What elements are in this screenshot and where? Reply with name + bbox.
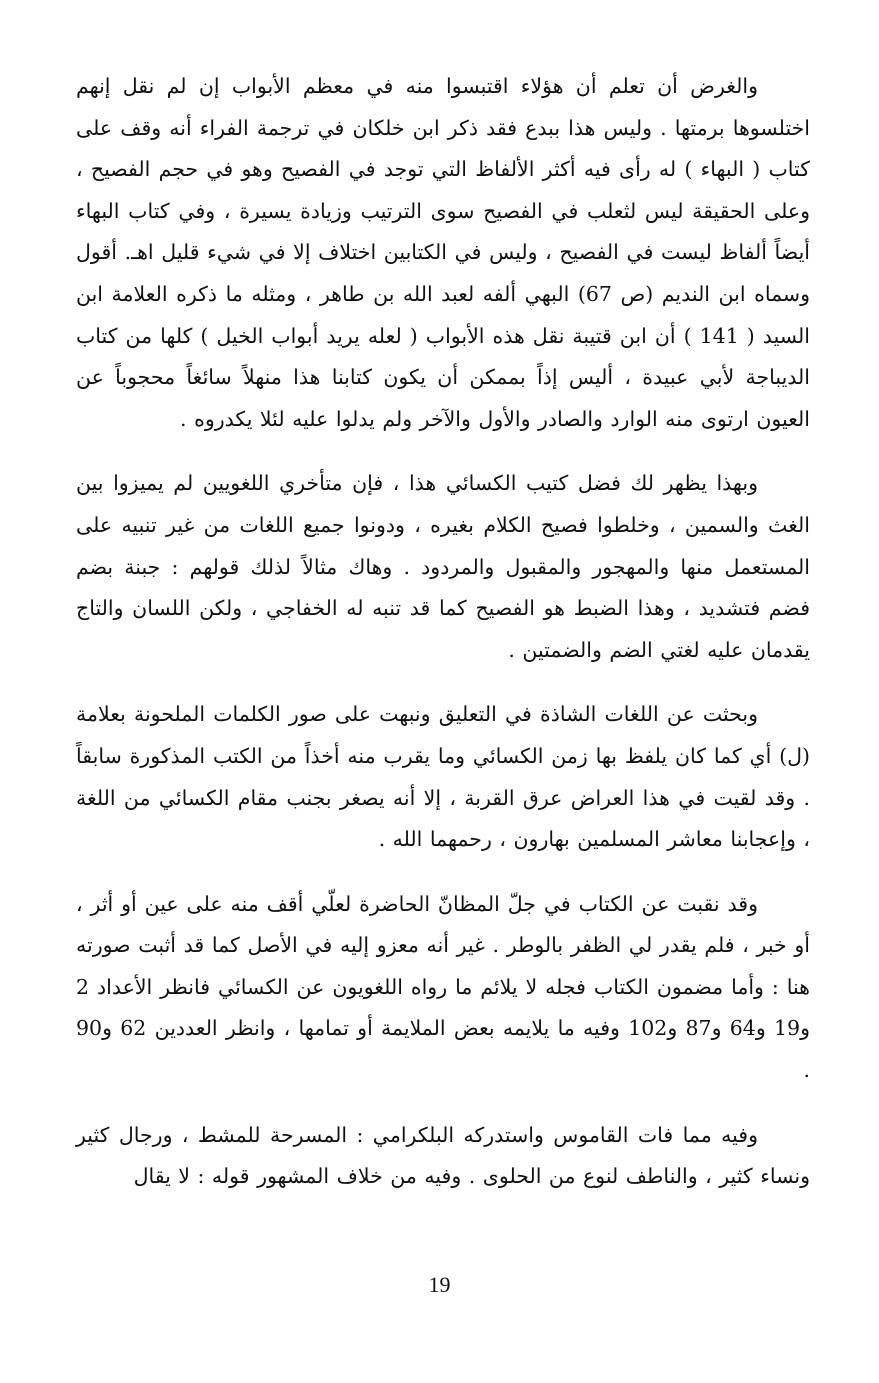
paragraph-1: والغرض أن تعلم أن هؤلاء اقتبسوا منه في معظم الأبواب إن لم نقل إنهم اختلسوها برمتها . وليس هذا ببدع فقد ذكر ابن خلكان في ترجمة الفراء أنه وقف على كتاب ( البهاء ) له رأى فيه أكثر الألفاظ التي توجد في الفصيح وهو في حجم الفصيح ، وعلى الحقيقة ليس لثعلب في الفصيح سوى الترتيب وزيادة يسيرة ، وفي كتاب البهاء أيضاً ألفاظ ليست في الفصيح ، وليس في الكتابين اختلاف إلا في شيء قليل اهـ. أقول وسماه ابن النديم (ص 67) البهي ألفه لعبد الله بن طاهر ، ومثله ما ذكره العلامة ابن السيد ( 141 ) أن ابن قتيبة نقل هذه الأبواب ( لعله يريد أبواب الخيل ) كلها من كتاب الديباجة لأبي عبيدة ، أليس إذاً بممكن أن يكون كتابنا هذا منهلاً سائغاً محجوباً عن العيون ارتوى منه الوارد والصادر والأول والآخر ولم يدلوا عليه لئلا يكدروه .	[76, 74, 810, 431]
paragraph-2: وبهذا يظهر لك فضل كتيب الكسائي هذا ، فإن متأخري اللغويين لم يميزوا بين الغث والسمين ، وخلطوا فصيح الكلام بغيره ، ودونوا جميع اللغات من غير تنبيه على المستعمل منها والمهجور والمقبول والمردود . وهاك مثالاً لذلك قولهم : جبنة بضم فضم فتشديد ، وهذا الضبط هو الفصيح كما قد تنبه له الخفاجي ، ولكن اللسان والتاج يقدمان عليه لغتي الضم والضمتين .	[76, 471, 810, 662]
page-number: 19	[428, 1272, 451, 1297]
paragraph-3: وبحثت عن اللغات الشاذة في التعليق ونبهت على صور الكلمات الملحونة بعلامة (ل) أي كما كان يلفظ بها زمن الكسائي وما يقرب منه أخذاً من الكتب المذكورة سابقاً . وقد لقيت في هذا العراض عرق القربة ، إلا أنه يصغر بجنب مقام الكسائي من اللغة ، وإعجابنا معاشر المسلمين بهارون ، رحمهما الله .	[76, 702, 810, 852]
body-text	[76, 66, 810, 1198]
paragraph-5: وفيه مما فات القاموس واستدركه البلكرامي : المسرحة للمشط ، ورجال كثير ونساء كثير ، والناطف لنوع من الحلوى . وفيه من خلاف المشهور قوله : لا يقال	[76, 1122, 810, 1189]
paragraph-4: وقد نقبت عن الكتاب في جلّ المظانّ الحاضرة لعلّي أقف منه على عين أو أثر ، أو خبر ، فلم يقدر لي الظفر بالوطر . غير أنه معزو إليه في الأصل كما قد أثبت صورته هنا : وأما مضمون الكتاب فجله لا يلائم ما رواه اللغويون عن الكسائي فانظر الأعداد 2 و19 و64 و87 و102 وفيه ما يلايمه بعض الملايمة أو تمامها ، وانظر العددين 62 و90 .	[76, 891, 810, 1083]
